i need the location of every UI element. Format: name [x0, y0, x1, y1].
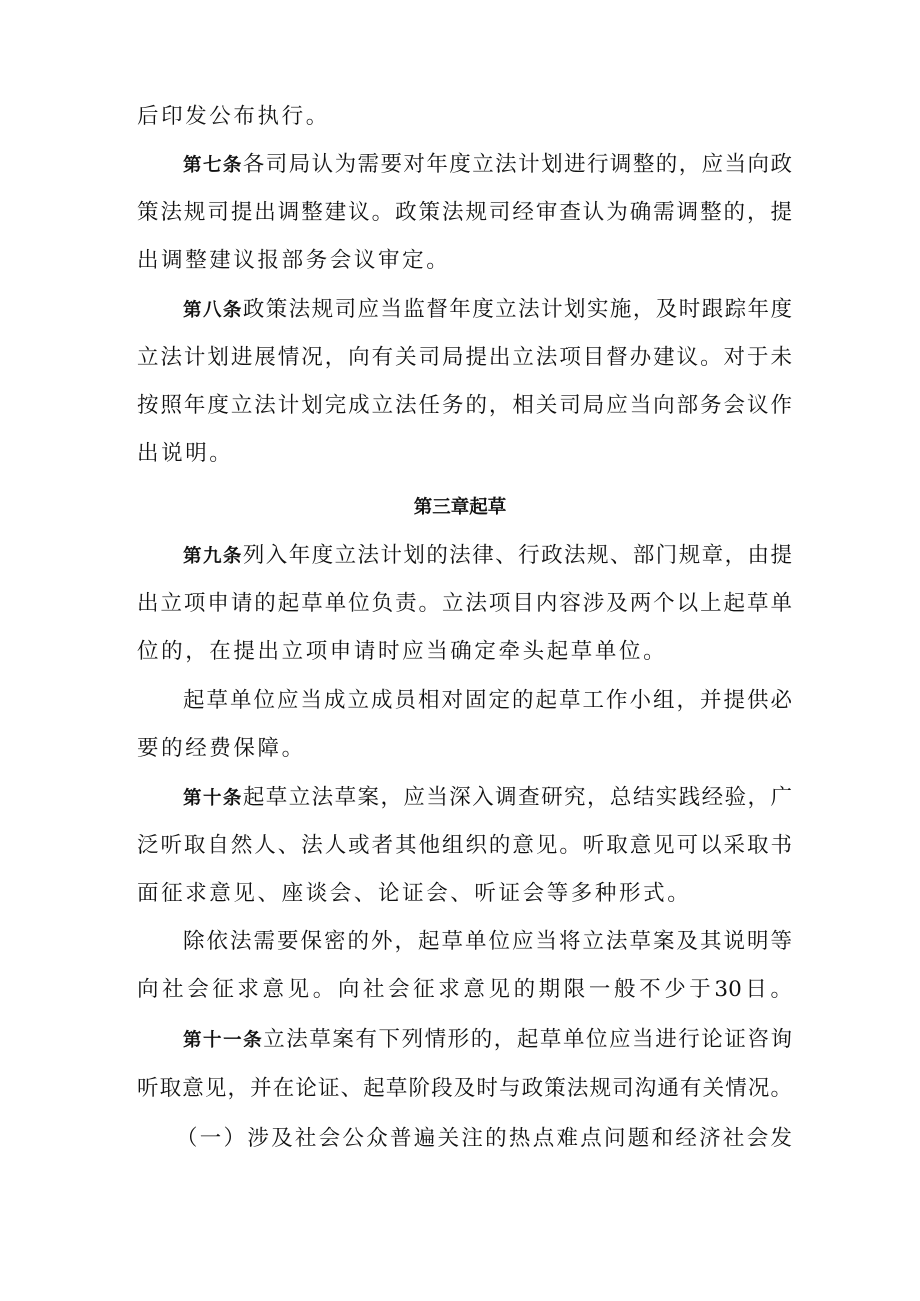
list-item: （一）涉及社会公众普遍关注的热点难点问题和经济社会发: [176, 1126, 792, 1151]
text-line: 立法计划进展情况，向有关司局提出立法项目督办建议。对于未: [137, 345, 792, 370]
article-label: 第七条: [183, 155, 243, 176]
article-text: 政策法规司应当监督年度立法计划实施，及时跟踪年度: [242, 297, 792, 322]
text-line: 听取意见，并在论证、起草阶段及时与政策法规司沟通有关情况。: [137, 1076, 792, 1101]
text-line: 出立项申请的起草单位负责。立法项目内容涉及两个以上起草单: [137, 591, 792, 616]
text-line: 泛听取自然人、法人或者其他组织的意见。听取意见可以采取书: [137, 833, 792, 858]
article-label: 第八条: [183, 300, 243, 321]
article-7-line: [183, 145, 792, 185]
text-line: 面征求意见、座谈会、论证会、听证会等多种形式。: [137, 881, 692, 906]
text-line: 后印发公布执行。: [137, 104, 330, 129]
article-label: 第十一条: [183, 1030, 264, 1051]
article-text: 列入年度立法计划的法律、行政法规、部门规章，由提: [242, 543, 792, 568]
text-line: 出调整建议报部务会议审定。: [137, 248, 451, 273]
article-9-line: [183, 536, 792, 576]
article-10-line: [183, 778, 792, 818]
text-line: 出说明。: [137, 441, 234, 466]
text-line: 策法规司提出调整建议。政策法规司经审查认为确需调整的，提: [137, 200, 792, 225]
text-line: 除依法需要保密的外，起草单位应当将立法草案及其说明等: [183, 929, 792, 954]
article-text: 起草立法草案，应当深入调查研究，总结实践经验，广: [242, 785, 792, 810]
article-11-line: [183, 1020, 792, 1060]
article-text: 各司局认为需要对年度立法计划进行调整的，应当向政: [242, 152, 792, 177]
text-line: 位的，在提出立项申请时应当确定牵头起草单位。: [137, 639, 668, 664]
article-label: 第九条: [183, 546, 243, 567]
text-line: 向社会征求意见。向社会征求意见的期限一般不少于30日。: [137, 977, 792, 1002]
text-line: 起草单位应当成立成员相对固定的起草工作小组，并提供必: [183, 688, 792, 713]
text-line: 要的经费保障。: [137, 736, 306, 761]
article-8-line: [183, 290, 792, 330]
article-text: 立法草案有下列情形的，起草单位应当进行论证咨询: [263, 1027, 792, 1052]
chapter-heading: 第三章起草: [413, 497, 507, 518]
article-label: 第十条: [183, 788, 243, 809]
text-line: 按照年度立法计划完成立法任务的，相关司局应当向部务会议作: [137, 393, 792, 418]
